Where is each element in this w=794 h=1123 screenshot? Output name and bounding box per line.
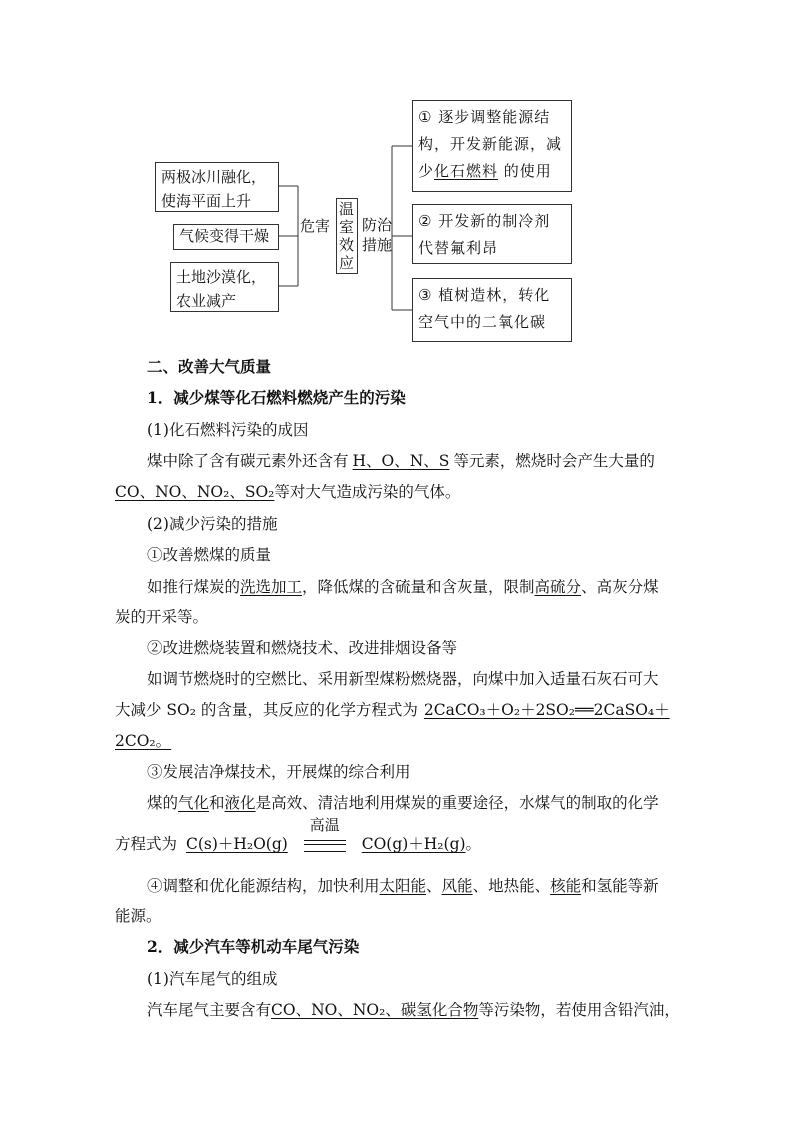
measure-text: 逐步调整能源结构，开发新能源，减少 xyxy=(418,108,563,180)
equation-condition xyxy=(299,816,351,855)
measure-4-line-1 xyxy=(0,876,794,896)
subheading-exhaust: (1)汽车尾气的组成 xyxy=(147,970,278,988)
text: 等污染物，若使用含铅汽油， xyxy=(478,1001,680,1019)
text: 。 xyxy=(465,835,482,853)
fill-blank: 太阳能 xyxy=(379,877,427,895)
paragraph-3-line-1: 如调节燃烧时的空燃比、采用新型煤粉燃烧器，向煤中加入适量石灰石可大 xyxy=(147,670,659,688)
measure-text: 植树造林，转化空气中的二氧化碳 xyxy=(418,286,551,331)
measure-underlined: 化石燃料 xyxy=(434,162,499,180)
measure-1-heading: ①改善燃煤的质量 xyxy=(147,546,272,564)
fill-blank: CO、NO、NO₂、SO₂ xyxy=(115,483,275,501)
fill-blank: CO、NO、NO₂、碳氢化合物 xyxy=(271,1001,479,1019)
text: 、高灰分煤 xyxy=(581,578,659,596)
fill-blank: 气化 xyxy=(178,794,210,812)
text: 汽车尾气主要含有 xyxy=(147,1001,272,1019)
effects-label: 危害 xyxy=(300,217,331,235)
text: ，降低煤的含硫量和含灰量，限制 xyxy=(302,578,535,596)
center-text: 温室效应 xyxy=(339,200,355,272)
fill-blank: 核能 xyxy=(550,877,582,895)
measure-number: ③ xyxy=(418,286,433,304)
condition-text: 高温 xyxy=(309,816,340,834)
paragraph-4-line-2 xyxy=(0,816,794,855)
subsection-heading-2: 2．减少汽车等机动车尾气污染 xyxy=(147,937,360,956)
measure-text: 开发新的制冷剂代替氟利昂 xyxy=(418,212,551,257)
fill-blank: 液化 xyxy=(224,794,256,812)
text: 是高效、清洁地利用煤炭的重要途径，水煤气的制取的化学 xyxy=(255,794,659,812)
paragraph-4-line-1 xyxy=(0,793,794,813)
subheading-causes: (1)化石燃料污染的成因 xyxy=(147,421,309,439)
fill-blank: H、O、N、S xyxy=(352,452,450,470)
text: 和氢能等新 xyxy=(581,877,659,895)
equation-left: C(s)＋H₂O(g) xyxy=(185,835,288,853)
effect-box-ice-melt xyxy=(155,162,279,212)
effect-box-desertification xyxy=(170,262,279,312)
measure-box-3 xyxy=(412,278,572,342)
text: 煤的 xyxy=(147,794,179,812)
text: 等对大气造成污染的气体。 xyxy=(274,483,461,501)
text: 大减少 SO₂ 的含量，其反应的化学方程式为 xyxy=(115,701,418,719)
fill-blank: 高硫分 xyxy=(534,578,582,596)
fill-blank: 风能 xyxy=(441,877,473,895)
text: 、 xyxy=(426,877,442,895)
paragraph-3-line-3 xyxy=(0,731,794,751)
measure-number: ① xyxy=(418,108,433,126)
measure-number: ② xyxy=(418,212,433,230)
equation-fill: 2CaCO₃＋O₂＋2SO₂══2CaSO₄＋ xyxy=(423,701,670,719)
subheading-measures: (2)减少污染的措施 xyxy=(147,515,278,533)
text: 方程式为 xyxy=(115,835,178,853)
paragraph-3-line-2 xyxy=(0,700,794,720)
effect-text: 气候变得干燥 xyxy=(179,227,270,245)
equation-fill: 2CO₂。 xyxy=(115,732,172,750)
text: 如推行煤炭的 xyxy=(147,578,241,596)
measure-3-heading: ③发展洁净煤技术，开展煤的综合利用 xyxy=(147,763,411,781)
paragraph-1-line-1 xyxy=(0,451,794,471)
measure-4-line-2: 能源。 xyxy=(115,907,162,925)
effect-text: 两极冰川融化，使海平面上升 xyxy=(161,168,267,210)
equals-sign xyxy=(304,840,346,852)
paragraph-2-line-2: 炭的开采等。 xyxy=(115,608,209,626)
paragraph-5-line-1 xyxy=(0,1000,794,1020)
text: 、地热能、 xyxy=(472,877,551,895)
subsection-heading-1: 1．减少煤等化石燃料燃烧产生的污染 xyxy=(147,388,406,407)
measure-box-2 xyxy=(412,204,572,264)
equation-right: CO(g)＋H₂(g) xyxy=(361,835,466,853)
effect-text: 土地沙漠化，农业减产 xyxy=(176,268,267,310)
text: 和 xyxy=(209,794,225,812)
fill-blank: 洗选加工 xyxy=(240,578,303,596)
paragraph-1-line-2 xyxy=(0,482,794,502)
text: ④调整和优化能源结构，加快利用 xyxy=(147,877,380,895)
measure-2-heading: ②改进燃烧装置和燃烧技术、改进排烟设备等 xyxy=(147,639,458,657)
paragraph-2-line-1 xyxy=(0,577,794,597)
measure-text-end: 的使用 xyxy=(498,162,552,180)
center-box-greenhouse xyxy=(336,198,358,274)
text: 煤中除了含有碳元素外还含有 xyxy=(147,452,349,470)
effect-box-drought xyxy=(173,224,279,250)
text: 等元素，燃烧时会产生大量的 xyxy=(453,452,655,470)
measures-label: 防治措施 xyxy=(362,216,393,254)
section-heading-2: 二、改善大气质量 xyxy=(147,357,272,376)
diagram-connector-lines xyxy=(0,0,794,360)
measure-box-1 xyxy=(412,100,572,192)
